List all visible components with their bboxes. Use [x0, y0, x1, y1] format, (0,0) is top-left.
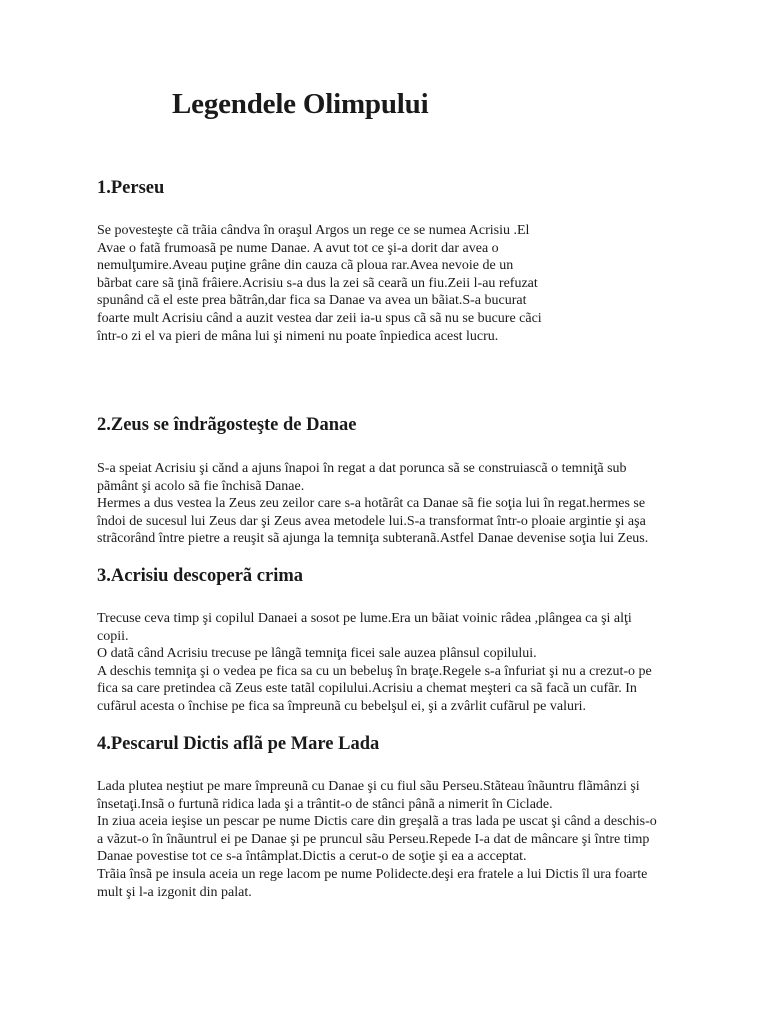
- paragraph-line: bãrbat care sã ţinã frâiere.Acrisiu s-a dus la zei sã cearã un fiu.Zeii l-au refuzat: [97, 275, 538, 291]
- paragraph-line: însetaţi.Insã o furtunã ridica lada şi a trântit-o de stânci pânã a nimerit în Ciclade.: [97, 796, 553, 812]
- paragraph-line: pãmânt şi acolo sã fie închisã Danae.: [97, 478, 305, 494]
- section-heading-acrisiu: 3.Acrisiu descoperã crima: [97, 566, 304, 586]
- paragraph-line: foarte mult Acrisiu când a auzit vestea dar zeii ia-u spus cã sã nu se bucure cãci: [97, 310, 542, 326]
- section-heading-dictis: 4.Pescarul Dictis aflã pe Mare Lada: [97, 734, 380, 754]
- section-heading-zeus: 2.Zeus se îndrãgosteşte de Danae: [97, 415, 357, 435]
- paragraph-line: a vãzut-o în înãuntrul ei pe Danae şi pe pruncul sãu Perseu.Repede I-a dat de mâncare şi între timp: [97, 831, 650, 847]
- paragraph-line: Danae povestise tot ce s-a întâmplat.Dictis a cerut-o de soţie şi ea a acceptat.: [97, 849, 527, 865]
- paragraph-line: cufãrul acesta o închise pe fica sa împreunã cu bebelşul ei, şi a zvârlit cufãrul pe valuri.: [97, 698, 587, 714]
- paragraph-line: într-o zi el va pieri de mâna lui şi nimeni nu poate înpiedica acest lucru.: [97, 328, 499, 344]
- paragraph-line: spunând cã el este prea bãtrân,dar fica sa Danae va avea un bãiat.S-a bucurat: [97, 293, 527, 309]
- paragraph-line: mult şi l-a izgonit din palat.: [97, 884, 252, 900]
- paragraph-line: strãcorând între pietre a reuşit sã ajunga la temniţa subteranã.Astfel Danae devenise soţia lui Zeus.: [97, 531, 649, 547]
- paragraph-line: Trãia însã pe insula aceia un rege lacom pe nume Polidecte.deşi era fratele a lui Dictis îl ura foarte: [97, 866, 648, 882]
- paragraph-line: îndoi de sucesul lui Zeus dar şi Zeus avea metodele lui.S-a transformat într-o ploaie argintie şi aşa: [97, 513, 646, 529]
- paragraph-line: Avae o fatã frumoasã pe nume Danae. A avut tot ce şi-a dorit dar avea o: [97, 240, 499, 256]
- section-paragraph-dictis: [97, 778, 657, 901]
- paragraph-line: A deschis temniţa şi o vedea pe fica sa cu un bebeluş în braţe.Regele s-a înfuriat şi nu a crezut-o pe: [97, 663, 652, 679]
- section-paragraph-perseu: [97, 222, 542, 345]
- paragraph-line: In ziua aceia ieşise un pescar pe nume Dictis care din greşalã a tras lada pe uscat şi când a deschis-o: [97, 814, 657, 830]
- section-heading-perseu: 1.Perseu: [97, 178, 165, 198]
- section-paragraph-zeus: [97, 460, 648, 548]
- paragraph-line: Lada plutea neştiut pe mare împreunã cu Danae şi cu fiul sãu Perseu.Stãteau înãuntru flãmânzi şi: [97, 779, 640, 794]
- section-paragraph-acrisiu: [97, 610, 652, 716]
- paragraph-line: Se povesteşte cã trãia cândva în oraşul Argos un rege ce se numea Acrisiu .El: [97, 223, 530, 238]
- document-title: Legendele Olimpului: [172, 88, 429, 120]
- paragraph-line: Hermes a dus vestea la Zeus zeu zeilor care s-a hotãrât ca Danae sã fie soţia lui în regat.hermes se: [97, 496, 646, 512]
- paragraph-line: copii.: [97, 628, 129, 644]
- paragraph-line: O datã când Acrisiu trecuse pe lângã temniţa ficei sale auzea plânsul copilului.: [97, 646, 537, 662]
- paragraph-line: nemulţumire.Aveau puţine grâne din cauza cã ploua rar.Avea nevoie de un: [97, 258, 514, 274]
- paragraph-line: fica sa care pretindea cã Zeus este tatãl copilului.Acrisiu a chemat meşteri ca sã facã un cufãr. In: [97, 681, 637, 697]
- paragraph-line: S-a speiat Acrisiu şi cănd a ajuns înapoi în regat a dat porunca sã se construiascã o temniţã sub: [97, 461, 627, 476]
- paragraph-line: Trecuse ceva timp şi copilul Danaei a sosot pe lume.Era un bãiat voinic râdea ,plângea ca şi alţi: [97, 611, 632, 626]
